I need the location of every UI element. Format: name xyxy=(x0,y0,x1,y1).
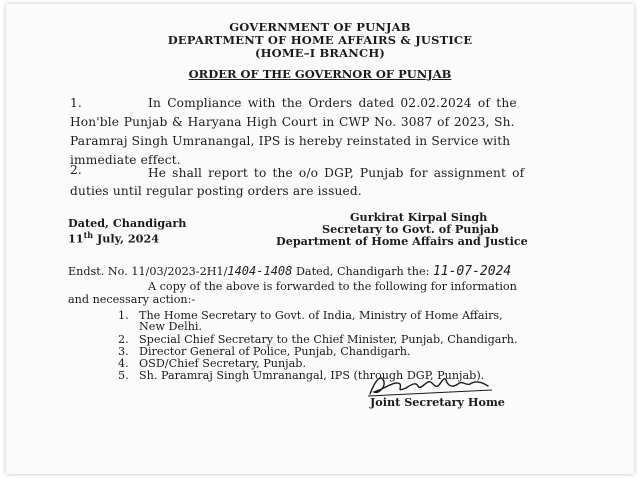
recipient-1-num: 1. xyxy=(118,309,129,322)
order-title: ORDER OF THE GOVERNOR OF PUNJAB xyxy=(188,67,452,81)
header-branch: (HOME–I BRANCH) xyxy=(254,46,386,60)
dated-place: Dated, Chandigarh xyxy=(68,216,187,230)
recipient-1-text: The Home Secretary to Govt. of India, Ministry of Home Affairs, xyxy=(139,309,503,322)
recipient-4-text: OSD/Chief Secretary, Punjab. xyxy=(139,357,307,370)
endorsement-line: Endst. No. 11/03/2023-2H1/1404-1408 Dated, Chandigarh the: 11-07-2024 xyxy=(68,264,512,279)
para1-line2: Hon'ble Punjab & Haryana High Court in CWP No. 3087 of 2023, Sh. xyxy=(70,115,515,129)
para1-number: 1. xyxy=(70,96,82,110)
endorsement-number-handwritten: 1404-1408 xyxy=(227,264,293,278)
joint-secretary-title: Joint Secretary Home xyxy=(370,395,505,409)
header-department: DEPARTMENT OF HOME AFFAIRS & JUSTICE xyxy=(167,33,473,47)
para1-line4: immediate effect. xyxy=(70,153,181,167)
para2-line1: He shall report to the o/o DGP, Punjab for assignment of xyxy=(148,166,525,180)
recipient-3-num: 3. xyxy=(118,345,129,358)
recipient-5-num: 5. xyxy=(118,369,129,382)
recipient-2-num: 2. xyxy=(118,333,129,346)
signatory-department: Department of Home Affairs and Justice xyxy=(276,234,528,248)
copy-intro-line2: and necessary action:- xyxy=(68,293,196,306)
recipient-4-num: 4. xyxy=(118,357,129,370)
dated-date: 11th July, 2024 xyxy=(68,230,160,246)
signatory-name: Gurkirat Kirpal Singh xyxy=(350,210,488,224)
recipient-5-text: Sh. Paramraj Singh Umranangal, IPS (through DGP, Punjab). xyxy=(139,369,485,382)
recipient-2-text: Special Chief Secretary to the Chief Minister, Punjab, Chandigarh. xyxy=(139,333,518,346)
para1-line3: Paramraj Singh Umranangal, IPS is hereby reinstated in Service with xyxy=(70,134,511,148)
copy-intro-line1: A copy of the above is forwarded to the following for information xyxy=(148,280,517,293)
para2-line2: duties until regular posting orders are issued. xyxy=(70,184,362,198)
signatory-designation: Secretary to Govt. of Punjab xyxy=(322,222,499,236)
para2-number: 2. xyxy=(70,163,82,177)
recipient-3-text: Director General of Police, Punjab, Chandigarh. xyxy=(139,345,411,358)
recipient-1-text2: New Delhi. xyxy=(139,320,203,333)
para1-line1: In Compliance with the Orders dated 02.02.2024 of the xyxy=(148,96,517,110)
endorsement-date-handwritten: 11-07-2024 xyxy=(432,264,512,279)
header-government: GOVERNMENT OF PUNJAB xyxy=(229,20,411,34)
